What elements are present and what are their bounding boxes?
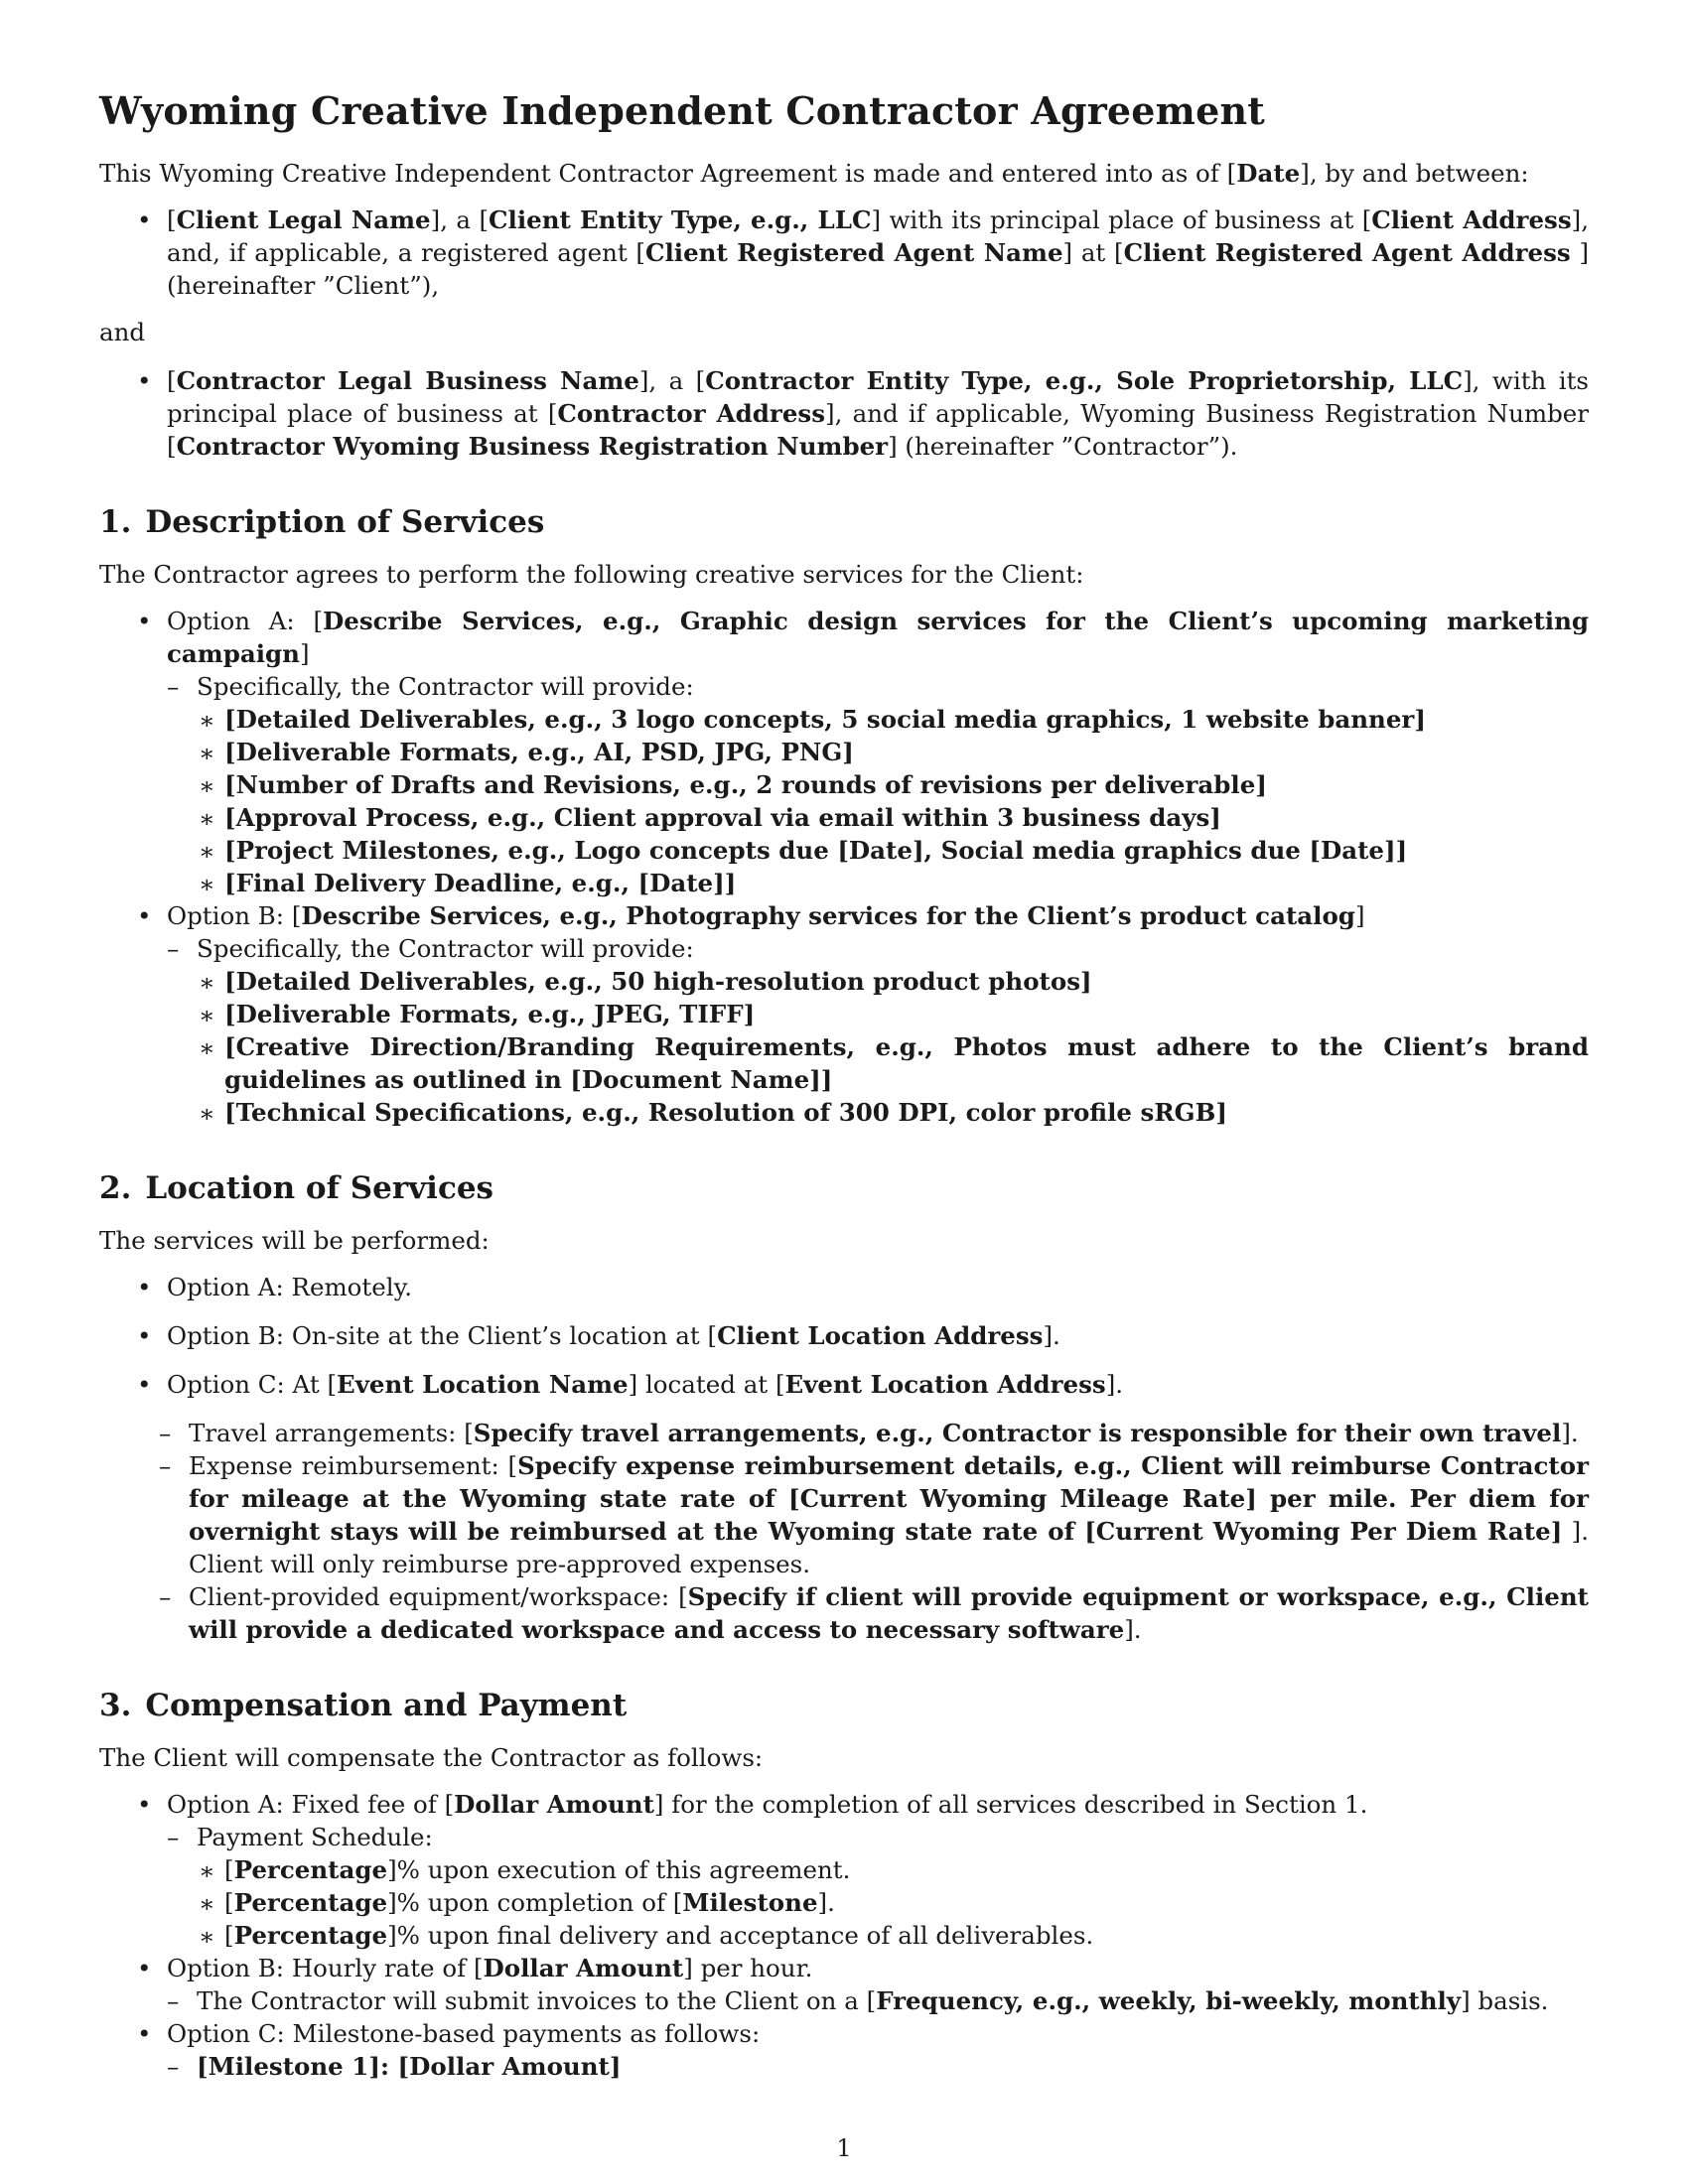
s3-option-c-sub bbox=[167, 2050, 1589, 2083]
section-1-options bbox=[99, 605, 1589, 1129]
s1-option-a-items bbox=[197, 703, 1589, 899]
list-item: ∗ [Percentage]% upon completion of [Milestone]. bbox=[197, 1886, 1589, 1919]
party-client: • [Client Legal Name], a [Client Entity Type, e.g., LLC] with its principal place of business at [Client Address], and, if applicable, a registered agent [Client Registered Agent Name] at [Client Registered Agent Address ] (hereinafter ”Client”), bbox=[99, 204, 1589, 302]
section-1-heading: 1. Description of Services bbox=[99, 504, 545, 540]
party-list-contractor bbox=[99, 364, 1589, 463]
list-item: ∗ [Creative Direction/Branding Requirements, e.g., Photos must adhere to the Client’s brand guidelines as outlined in [Document Name]] bbox=[197, 1030, 1589, 1096]
s3-option-a-sub bbox=[167, 1821, 1589, 1952]
intro-paragraph: This Wyoming Creative Independent Contractor Agreement is made and entered into as of [Date], by and between: bbox=[99, 159, 1529, 188]
s1-option-a-sub bbox=[167, 670, 1589, 899]
list-item: ∗ [Detailed Deliverables, e.g., 50 high-resolution product photos] bbox=[197, 965, 1589, 998]
s2-travel: – Travel arrangements: [Specify travel arrangements, e.g., Contractor is responsible for their own travel]. bbox=[159, 1417, 1589, 1449]
s3-option-a: • Option A: Fixed fee of [Dollar Amount] for the completion of all services described in Section 1. – Payment Schedule: ∗ [Percentage]% upon execution of this agreement. ∗ [Percentage]% upon completion of [Milestone]. ∗ [Percentage]% upon final delivery and acceptance of all deliverables. bbox=[99, 1788, 1589, 1952]
list-item: ∗ [Percentage]% upon execution of this agreement. bbox=[197, 1853, 1589, 1886]
section-2-options bbox=[99, 1271, 1589, 1401]
s2-details-list bbox=[159, 1417, 1589, 1646]
s2-option-b: • Option B: On-site at the Client’s location at [Client Location Address]. bbox=[99, 1319, 1589, 1352]
s3-schedule-items bbox=[197, 1853, 1589, 1952]
list-item: ∗ [Percentage]% upon final delivery and acceptance of all deliverables. bbox=[197, 1919, 1589, 1952]
s1-option-b-specifically: – Specifically, the Contractor will provide: ∗ [Detailed Deliverables, e.g., 50 high-resolution product photos] ∗ [Deliverable Formats, e.g., JPEG, TIFF] ∗ [Creative Direction/Branding Requirements, e.g., Photos must adhere to the Client’s brand guidelines as outlined in [Document Name]] ∗ [Technical Specifications, e.g., Resolution of 300 DPI, color profile sRGB] bbox=[167, 932, 1589, 1129]
section-2-heading: 2. Location of Services bbox=[99, 1170, 494, 1206]
document-title: Wyoming Creative Independent Contractor Agreement bbox=[99, 88, 1266, 133]
s3-option-c: • Option C: Milestone-based payments as follows: – [Milestone 1]: [Dollar Amount] bbox=[99, 2017, 1589, 2083]
party-contractor: • [Contractor Legal Business Name], a [Contractor Entity Type, e.g., Sole Proprietorship, LLC], with its principal place of business at [Contractor Address], and if applicable, Wyoming Business Registration Number [Contractor Wyoming Business Registration Number] (hereinafter ”Contractor”). bbox=[99, 364, 1589, 463]
list-item: ∗ [Approval Process, e.g., Client approval via email within 3 business days] bbox=[197, 801, 1589, 834]
party-list-client bbox=[99, 204, 1589, 302]
s1-option-b: • Option B: [Describe Services, e.g., Photography services for the Client’s product catalog] – Specifically, the Contractor will provide: ∗ [Detailed Deliverables, e.g., 50 high-resolution product photos] ∗ [Deliverable Formats, e.g., JPEG, TIFF] ∗ [Creative Direction/Branding Requirements, e.g., Photos must adhere to the Client’s brand guidelines as outlined in [Document Name]] ∗ [Technical Specifications, e.g., Resolution of 300 DPI, color profile sRGB] bbox=[99, 899, 1589, 1129]
s3-option-b: • Option B: Hourly rate of [Dollar Amount] per hour. – The Contractor will submit invoices to the Client on a [Frequency, e.g., weekly, bi-weekly, monthly] basis. bbox=[99, 1952, 1589, 2017]
list-item: ∗ [Final Delivery Deadline, e.g., [Date]] bbox=[197, 867, 1589, 899]
and-connector: and bbox=[99, 318, 146, 346]
s3-payment-schedule: – Payment Schedule: ∗ [Percentage]% upon execution of this agreement. ∗ [Percentage]% upon completion of [Milestone]. ∗ [Percentage]% upon final delivery and acceptance of all deliverables. bbox=[167, 1821, 1589, 1952]
list-item: ∗ [Number of Drafts and Revisions, e.g., 2 rounds of revisions per deliverable] bbox=[197, 768, 1589, 801]
s3-milestone-1: – [Milestone 1]: [Dollar Amount] bbox=[167, 2050, 1589, 2083]
section-3-options bbox=[99, 1788, 1589, 2083]
list-item: ∗ [Deliverable Formats, e.g., JPEG, TIFF] bbox=[197, 998, 1589, 1030]
list-item: ∗ [Deliverable Formats, e.g., AI, PSD, JPG, PNG] bbox=[197, 736, 1589, 768]
list-item: ∗ [Detailed Deliverables, e.g., 3 logo concepts, 5 social media graphics, 1 website banner] bbox=[197, 703, 1589, 736]
s1-option-b-sub bbox=[167, 932, 1589, 1129]
s1-option-a-specifically: – Specifically, the Contractor will provide: ∗ [Detailed Deliverables, e.g., 3 logo concepts, 5 social media graphics, 1 website banner] ∗ [Deliverable Formats, e.g., AI, PSD, JPG, PNG] ∗ [Number of Drafts and Revisions, e.g., 2 rounds of revisions per deliverable] ∗ [Approval Process, e.g., Client approval via email within 3 business days] ∗ [Project Milestones, e.g., Logo concepts due [Date], Social media graphics due [Date]] ∗ [Final Delivery Deadline, e.g., [Date]] bbox=[167, 670, 1589, 899]
section-1-lead: The Contractor agrees to perform the following creative services for the Client: bbox=[99, 560, 1084, 589]
page-number: 1 bbox=[836, 2134, 852, 2162]
list-item: ∗ [Project Milestones, e.g., Logo concepts due [Date], Social media graphics due [Date]] bbox=[197, 834, 1589, 867]
s3-option-b-sub bbox=[167, 1984, 1589, 2017]
s1-option-b-items bbox=[197, 965, 1589, 1129]
s2-option-c: • Option C: At [Event Location Name] located at [Event Location Address]. bbox=[99, 1368, 1589, 1401]
section-2-lead: The services will be performed: bbox=[99, 1226, 490, 1255]
section-3-lead: The Client will compensate the Contractor as follows: bbox=[99, 1743, 764, 1772]
s2-expense: – Expense reimbursement: [Specify expense reimbursement details, e.g., Client will reimburse Contractor for mileage at the Wyoming state rate of [Current Wyoming Mileage Rate] per mile. Per diem for overnight stays will be reimbursed at the Wyoming state rate of [Current Wyoming Per Diem Rate] ]. Client will only reimburse pre-approved expenses. bbox=[159, 1449, 1589, 1580]
list-item: ∗ [Technical Specifications, e.g., Resolution of 300 DPI, color profile sRGB] bbox=[197, 1096, 1589, 1129]
section-3-heading: 3. Compensation and Payment bbox=[99, 1688, 628, 1723]
document-page bbox=[99, 87, 1589, 2083]
s1-option-a: • Option A: [Describe Services, e.g., Graphic design services for the Client’s upcoming marketing campaign] – Specifically, the Contractor will provide: ∗ [Detailed Deliverables, e.g., 3 logo concepts, 5 social media graphics, 1 website banner] ∗ [Deliverable Formats, e.g., AI, PSD, JPG, PNG] ∗ [Number of Drafts and Revisions, e.g., 2 rounds of revisions per deliverable] ∗ [Approval Process, e.g., Client approval via email within 3 business days] ∗ [Project Milestones, e.g., Logo concepts due [Date], Social media graphics due [Date]] ∗ [Final Delivery Deadline, e.g., [Date]] bbox=[99, 605, 1589, 899]
s2-option-a: • Option A: Remotely. bbox=[99, 1271, 1589, 1303]
s3-invoice-frequency: – The Contractor will submit invoices to the Client on a [Frequency, e.g., weekly, bi-weekly, monthly] basis. bbox=[167, 1984, 1589, 2017]
s2-option-c-details bbox=[159, 1417, 1589, 1646]
s2-equipment: – Client-provided equipment/workspace: [Specify if client will provide equipment or workspace, e.g., Client will provide a dedicated workspace and access to necessary software]. bbox=[159, 1580, 1589, 1646]
